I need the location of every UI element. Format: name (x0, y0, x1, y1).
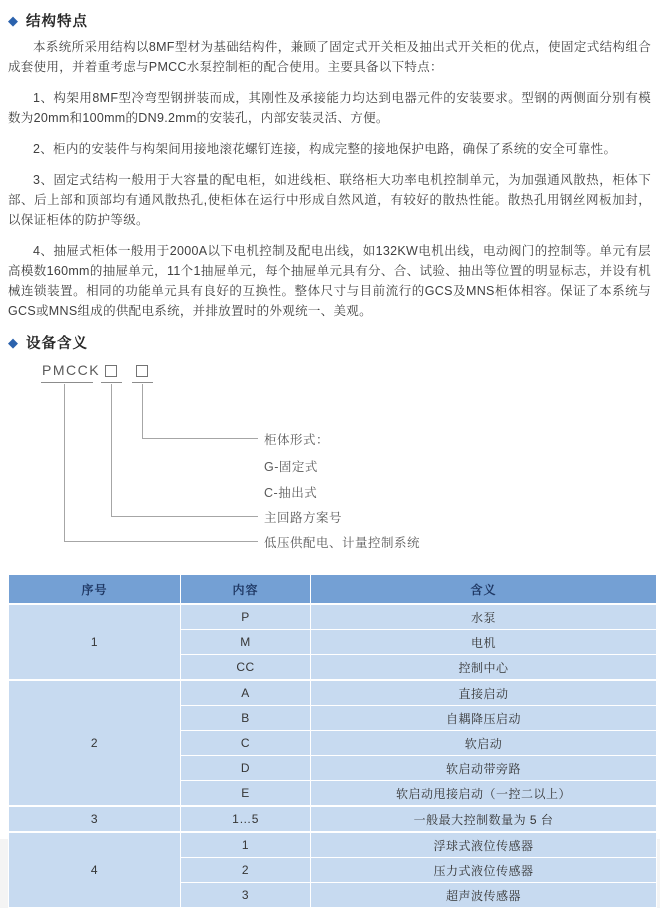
cell-content: 2 (181, 858, 311, 883)
underline (132, 382, 153, 383)
column-header-no: 序号 (9, 575, 181, 605)
designation-meaning-table (8, 574, 657, 908)
section-heading-structure (8, 10, 651, 31)
connector-line-scheme (111, 516, 258, 517)
cell-content: A (181, 680, 311, 706)
connector-stem-box1 (111, 384, 112, 516)
column-header-meaning: 含义 (311, 575, 657, 605)
table-row (9, 832, 657, 858)
section-heading-designation (8, 332, 651, 353)
model-code: PMCCK (42, 362, 101, 378)
section-title: 结构特点 (26, 14, 88, 30)
cell-group-no: 3 (9, 806, 181, 832)
cell-content: 1 (181, 832, 311, 858)
label-fixed-type: G-固定式 (264, 460, 318, 474)
cell-group-no: 2 (9, 680, 181, 806)
cell-group-no: 4 (9, 832, 181, 908)
cell-meaning: 软启动 (311, 731, 657, 756)
model-designation-diagram (8, 361, 651, 564)
cell-meaning: 压力式液位传感器 (311, 858, 657, 883)
diamond-bullet-icon: ◆ (8, 13, 19, 28)
paragraph-feature-1: 1、构架用8MF型冷弯型钢拼装而成，其刚性及承接能力均达到电器元件的安装要求。型钢的两侧面分别有模数为20mm和100mm的DN9.2mm的安装孔，内部安装灵活、方便。 (8, 91, 651, 125)
column-header-content: 内容 (181, 575, 311, 605)
connector-stem-box2 (142, 384, 143, 438)
cell-meaning: 一般最大控制数量为 5 台 (311, 806, 657, 832)
designation-box-2 (136, 365, 148, 377)
cell-group-no: 1 (9, 604, 181, 680)
underline (101, 382, 122, 383)
paragraph-feature-2: 2、柜内的安装件与构架间用接地滚花螺钉连接，构成完整的接地保护电路，确保了系统的安全可靠性。 (33, 142, 617, 156)
cell-meaning: 水泵 (311, 604, 657, 630)
cell-content: E (181, 781, 311, 807)
cell-meaning: 浮球式液位传感器 (311, 832, 657, 858)
table-row (9, 680, 657, 706)
table-row (9, 604, 657, 630)
cell-content: D (181, 756, 311, 781)
cell-meaning: 软启动带旁路 (311, 756, 657, 781)
connector-stem-model (64, 384, 65, 541)
table-row (9, 806, 657, 832)
label-system-name: 低压供配电、计量控制系统 (264, 536, 421, 550)
connector-line-system (64, 541, 258, 542)
cell-content: 1…5 (181, 806, 311, 832)
section-title: 设备含义 (26, 336, 88, 352)
cell-meaning: 电机 (311, 630, 657, 655)
cell-meaning: 软启动甩接启动（一控二以上） (311, 781, 657, 807)
paragraph-feature-3: 3、固定式结构一般用于大容量的配电柜，如进线柜、联络柜大功率电机控制单元，为加强通风散热，柜体下部、后上部和顶部均有通风散热孔,使柜体在运行中形成自然风道，有较好的散热性能。散热孔用钢丝网板加封，以保证柜体的防护等级。 (8, 173, 651, 227)
table-header-row (9, 575, 657, 605)
cell-meaning: 超声波传感器 (311, 883, 657, 908)
cell-content: CC (181, 655, 311, 681)
cell-content: M (181, 630, 311, 655)
label-scheme-number: 主回路方案号 (264, 511, 343, 525)
cell-meaning: 控制中心 (311, 655, 657, 681)
cell-content: B (181, 706, 311, 731)
label-drawout-type: C-抽出式 (264, 486, 318, 500)
cell-meaning: 直接启动 (311, 680, 657, 706)
diamond-bullet-icon: ◆ (8, 335, 19, 350)
designation-box-1 (105, 365, 117, 377)
cell-content: C (181, 731, 311, 756)
cell-meaning: 自耦降压启动 (311, 706, 657, 731)
paragraph-feature-4: 4、抽屉式柜体一般用于2000A以下电机控制及配电出线，如132KW电机出线，电动阀门的控制等。单元有层高模数160mm的抽屉单元，11个1抽屉单元，每个抽屉单元具有分、合、试验、抽出等位置的明显标志，并设有机械连锁装置。相同的功能单元具有良好的互换性。整体尺寸与目前流行的GCS及MNS柜体相容。保证了本系统与GCS或MNS组成的供配电系统，并排放置时的外观统一、美观。 (8, 244, 651, 318)
cell-content: 3 (181, 883, 311, 908)
connector-line-cabinet-type (142, 438, 258, 439)
cell-content: P (181, 604, 311, 630)
underline (41, 382, 93, 383)
paragraph-intro: 本系统所采用结构以8MF型材为基础结构件，兼顾了固定式开关柜及抽出式开关柜的优点，使固定式结构组合成套使用，并着重考虑与PMCC水泵控制柜的配合使用。主要具备以下特点： (8, 40, 651, 74)
label-cabinet-type: 柜体形式： (264, 433, 330, 447)
